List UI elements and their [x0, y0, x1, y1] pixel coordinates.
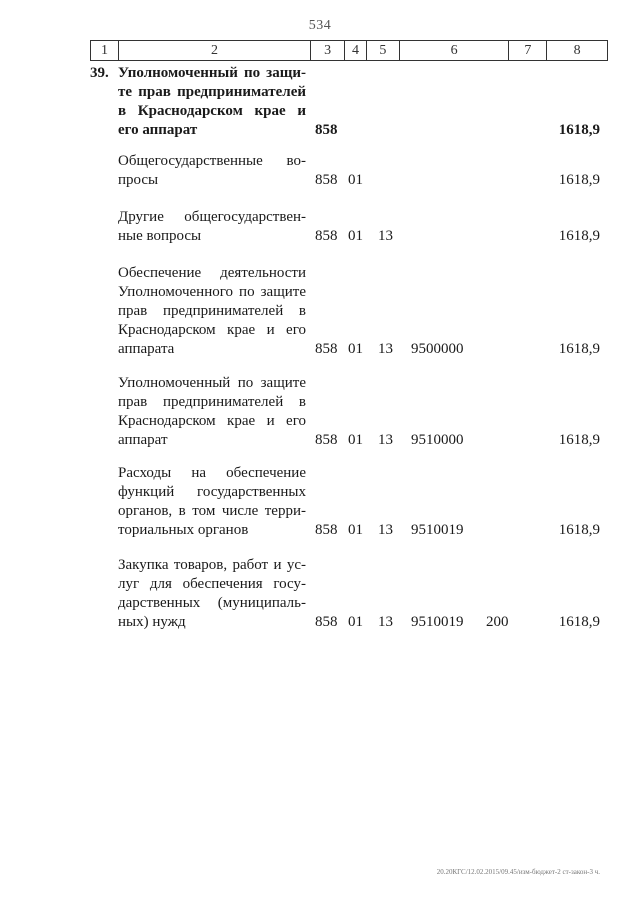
cell-ministry: 858	[315, 172, 338, 188]
cell-section: 01	[348, 228, 363, 244]
cell-ministry: 858	[315, 228, 338, 244]
header-col-8: 8	[573, 43, 581, 58]
cell-section: 01	[348, 432, 363, 448]
cell-target: 9500000	[411, 341, 464, 357]
row-name: Другие общегосударствен- ные вопросы	[118, 209, 306, 244]
cell-section: 01	[348, 522, 363, 538]
row-number: 39.	[90, 65, 109, 81]
header-col-3: 3	[311, 41, 345, 60]
cell-target: 9510019	[411, 522, 464, 538]
cell-subsection: 13	[378, 522, 393, 538]
cell-amount: 1618,9	[558, 228, 600, 244]
row-name: Расходы на обеспечение функций государственных органов, в том числе терри- ториальных органов	[118, 465, 306, 538]
cell-section: 01	[348, 341, 363, 357]
page-number: 534	[308, 18, 332, 33]
header-col-5: 5	[367, 41, 400, 60]
cell-ministry: 858	[315, 522, 338, 538]
row-name: Уполномоченный по защи- те прав предпринимателей в Краснодарском крае и его аппарат	[118, 65, 306, 138]
cell-ministry: 858	[315, 432, 338, 448]
header-col-4: 4	[345, 41, 367, 60]
cell-section: 01	[348, 172, 363, 188]
row-name: Закупка товаров, работ и ус- луг для обеспечения госу- дарственных (муниципаль- ных) нужд	[118, 557, 306, 630]
cell-amount: 1618,9	[558, 432, 600, 448]
header-col-6: 6	[400, 41, 510, 60]
row-name: Уполномоченный по защите прав предпринимателей в Краснодарском крае и его аппарат	[118, 375, 306, 448]
cell-target: 9510019	[411, 614, 464, 630]
cell-expense-type: 200	[486, 614, 509, 630]
cell-ministry: 858	[315, 614, 338, 630]
cell-subsection: 13	[378, 432, 393, 448]
cell-ministry: 858	[315, 122, 338, 138]
table-header	[90, 40, 608, 61]
cell-amount: 1618,9	[558, 341, 600, 357]
header-col-1: 1	[91, 41, 119, 60]
cell-amount: 1618,9	[558, 172, 600, 188]
row-name: Обеспечение деятельности Уполномоченного по защите прав предпринимателей в Краснодарском крае и его аппарата	[118, 265, 306, 357]
cell-ministry: 858	[315, 341, 338, 357]
cell-subsection: 13	[378, 614, 393, 630]
cell-amount: 1618,9	[558, 122, 600, 138]
row-name: Общегосударственные во- просы	[118, 153, 306, 188]
footer-note: 20.20КГС/12.02.2015/09.45/изм-бюджет-2 ст-закон-3 ч.	[436, 868, 600, 876]
cell-amount: 1618,9	[558, 614, 600, 630]
header-col-2: 2	[119, 41, 311, 60]
cell-amount: 1618,9	[558, 522, 600, 538]
header-col-7: 7	[509, 41, 547, 60]
cell-section: 01	[348, 614, 363, 630]
cell-subsection: 13	[378, 228, 393, 244]
cell-target: 9510000	[411, 432, 464, 448]
cell-subsection: 13	[378, 341, 393, 357]
